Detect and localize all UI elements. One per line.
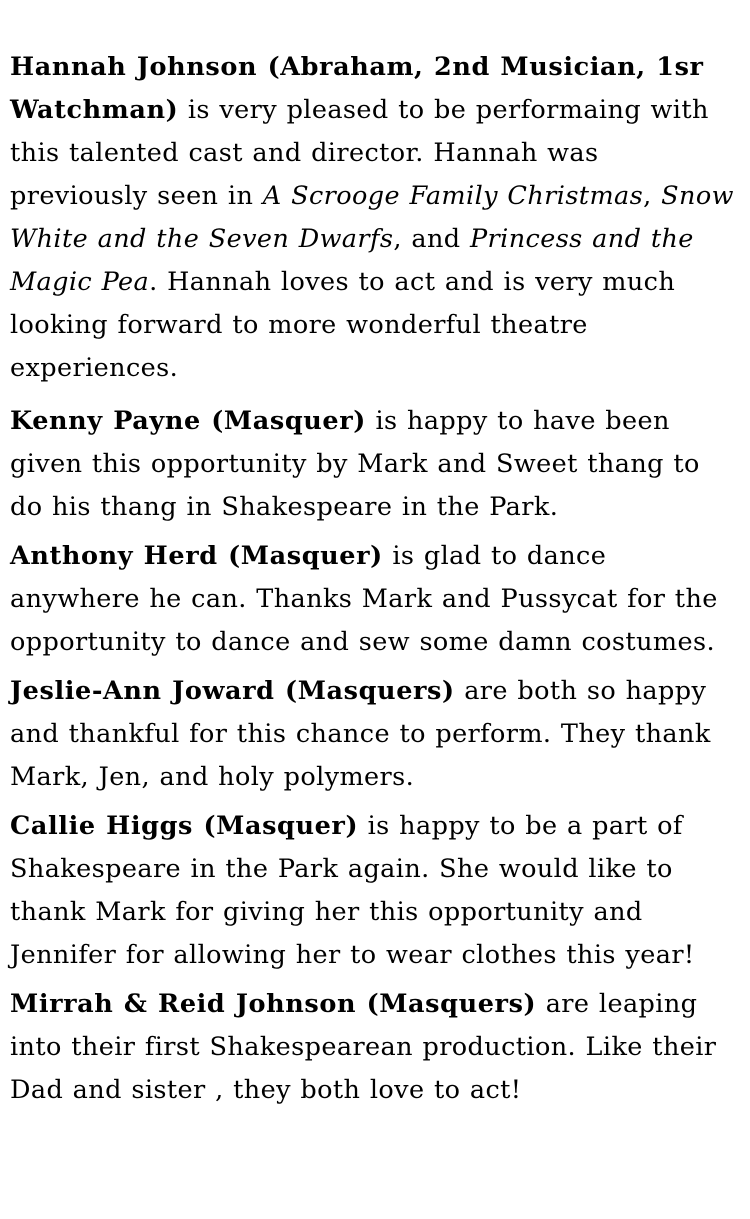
bio-paragraph-callie-higgs	[10, 805, 740, 977]
bio-text: are leaping into their first Shakespearean production. Like their Dad and sister , they both love to act!	[10, 989, 717, 1105]
bio-paragraph-kenny-payne	[10, 400, 740, 529]
performer-name: Mirrah & Reid Johnson (Masquers)	[10, 989, 537, 1019]
show-title-1: A Scrooge Family Christmas	[262, 181, 644, 211]
bio-text: are both so happy and thankful for this chance to perform. They thank Mark, Jen, and holy polymers.	[10, 676, 711, 792]
bio-paragraph-anthony-herd	[10, 535, 740, 664]
bio-text-sep-1: ,	[643, 181, 662, 211]
bio-text: is glad to dance anywhere he can. Thanks Mark and Pussycat for the opportunity to dance and sew some damn costumes.	[10, 541, 718, 657]
bio-text-sep-2: , and	[393, 224, 470, 254]
bio-text-line2: Jennifer for allowing her to wear clothes this year!	[10, 940, 695, 970]
performer-name: Callie Higgs (Masquer)	[10, 811, 359, 841]
bio-paragraph-mirrah-reid-johnson	[10, 983, 740, 1112]
show-title-2: Snow White and the Seven Dwarfs	[10, 181, 734, 254]
bio-text-intro: is very pleased to be performaing with this talented cast and director. Hannah was previously seen in	[10, 95, 709, 211]
performer-name: Kenny Payne (Masquer)	[10, 406, 366, 436]
show-title-3: Princess and the Magic Pea	[10, 224, 694, 297]
performer-name: Hannah Johnson (Abraham, 2nd Musician, 1sr Watchman)	[10, 52, 704, 125]
bio-text-outro: . Hannah loves to act and is very much looking forward to more wonderful theatre experiences.	[10, 267, 676, 383]
bio-text: is happy to have been given this opportunity by Mark and Sweet thang to do his thang in Shakespeare in the Park.	[10, 406, 700, 522]
bio-paragraph-jeslie-ann-joward	[10, 670, 740, 799]
bio-text: is happy to be a part of Shakespeare in the Park again. She would like to thank Mark for giving her this opportunity and	[10, 811, 683, 927]
bio-paragraph-hannah-johnson	[10, 46, 740, 390]
performer-name: Anthony Herd (Masquer)	[10, 541, 383, 571]
performer-name: Jeslie-Ann Joward (Masquers)	[10, 676, 455, 706]
